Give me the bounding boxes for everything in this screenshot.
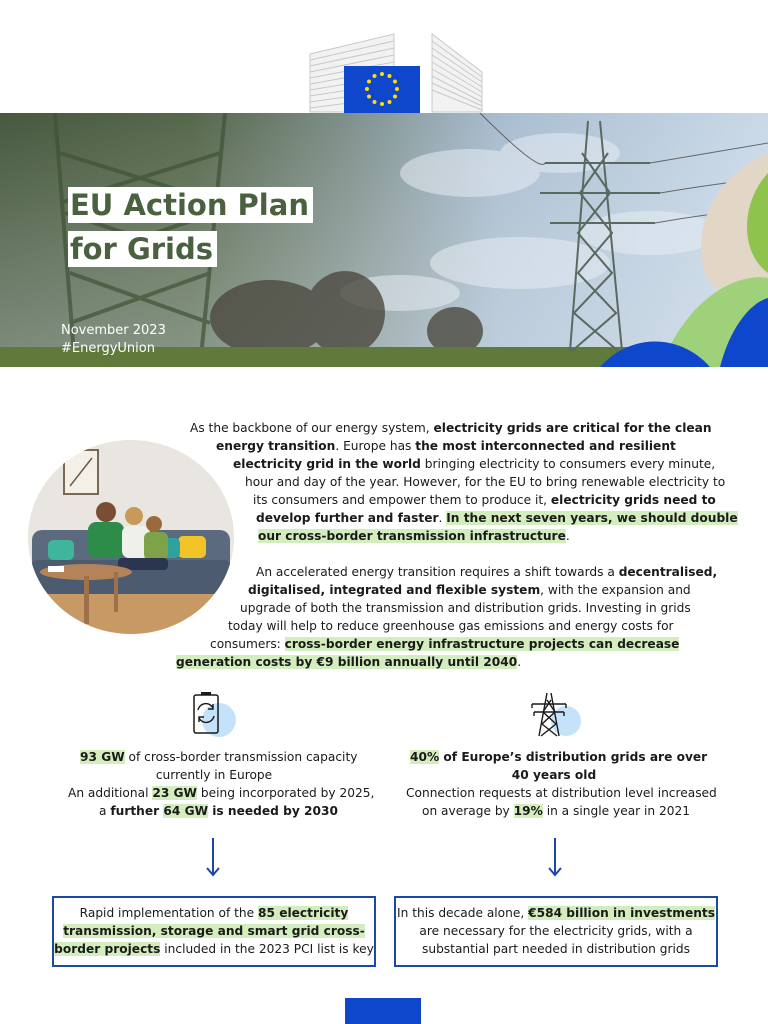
battery-recycle-icon (188, 690, 240, 744)
intro-line-6 (256, 509, 738, 527)
intro-line-3 (233, 455, 716, 473)
intro-text: As the backbone of our energy system, (190, 421, 434, 435)
intro-bold: electricity grids are critical for the clean (433, 421, 712, 435)
box-left-highlight: transmission, storage and smart grid cross- (63, 924, 365, 938)
pci-projects-box (52, 896, 376, 967)
box-left-highlight: 85 electricity (258, 906, 349, 920)
box-right-highlight: €584 billion in investments (528, 906, 715, 920)
stat-left-line-3 (68, 784, 375, 802)
para2-text: An accelerated energy transition requires a shift towards a (256, 565, 619, 579)
intro-bold: the most interconnected and resilient (415, 439, 676, 453)
intro-text: . (565, 529, 570, 543)
box-right-text: In this decade alone, (397, 906, 529, 920)
para2-line-4: today will help to reduce greenhouse gas emissions and energy costs for (228, 619, 674, 633)
intro-line-1 (190, 419, 712, 437)
intro-bold: electricity grid in the world (233, 457, 421, 471)
investments-box (394, 896, 718, 967)
intro-bold: electricity grids need to (550, 493, 716, 507)
intro-line-4: hour and day of the year. However, for the EU to bring renewable electricity to (245, 475, 726, 489)
stat-right-bold: of Europe’s distribution grids are over (439, 750, 708, 764)
stat-left-text: of cross-border transmission capacity (124, 750, 358, 764)
hero-title-line-1: EU Action Plan (68, 187, 313, 223)
para2-text: consumers: (210, 637, 285, 651)
stat-right-line-1 (410, 748, 708, 766)
para2-highlight: generation costs by €9 billion annually until 2040 (176, 655, 518, 669)
hashtag: #EnergyUnion (61, 341, 155, 356)
para2-line-1 (256, 563, 718, 581)
intro-text: its consumers and empower them to produce it, (253, 493, 551, 507)
para2-text: , with the expansion and (540, 583, 691, 597)
stat-left-line-2: currently in Europe (155, 768, 273, 782)
box-left-text: included in the 2023 PCI list is key (160, 942, 374, 956)
intro-highlight: our cross-border transmission infrastructure (258, 529, 566, 543)
power-pylon-icon (528, 690, 584, 744)
intro-bold: develop further and faster (256, 511, 439, 525)
footer-bar (345, 998, 421, 1024)
stat-right-figure: 40% (410, 750, 440, 764)
intro-line-5 (253, 491, 716, 509)
box-left-line-3 (54, 940, 374, 958)
box-left-line-1 (54, 904, 374, 922)
family-photo (28, 440, 234, 634)
stat-left-text: An additional (68, 786, 153, 800)
arrow-down-icon (547, 836, 563, 878)
box-left-highlight: border projects (54, 942, 161, 956)
intro-text: bringing electricity to consumers every minute, (420, 457, 716, 471)
stat-left-figure: 23 GW (152, 786, 197, 800)
stat-right-figure: 19% (513, 804, 543, 818)
para2-line-5 (210, 635, 680, 653)
stat-left-figure: 64 GW (163, 804, 209, 818)
para2-text: . (517, 655, 522, 669)
stat-right-line-4 (422, 802, 691, 820)
box-right-line-1 (396, 904, 716, 922)
para2-line-6 (176, 653, 522, 671)
intro-text: . (438, 511, 447, 525)
box-right-line-3: substantial part needed in distribution grids (422, 942, 690, 956)
box-left-line-2 (54, 922, 374, 940)
para2-line-2 (248, 581, 691, 599)
stat-right-bold: 40 years old (511, 768, 597, 782)
stat-left-line-4 (99, 802, 338, 820)
box-right-line-2: are necessary for the electricity grids, with a (419, 924, 693, 938)
para2-line-3: upgrade of both the transmission and distribution grids. Investing in grids (240, 601, 691, 615)
stat-left-figure: 93 GW (80, 750, 125, 764)
box-left-text: Rapid implementation of the (79, 906, 258, 920)
stat-right-line-2 (500, 766, 608, 784)
para2-bold: decentralised, (618, 565, 718, 579)
para2-bold: digitalised, integrated and flexible system (248, 583, 541, 597)
stat-left-bold: further (110, 804, 164, 818)
intro-line-2 (216, 437, 676, 455)
stat-right-text: in a single year in 2021 (542, 804, 691, 818)
stat-left-bold: is needed by 2030 (208, 804, 338, 818)
intro-text: . Europe has (335, 439, 416, 453)
intro-highlight: In the next seven years, we should double (446, 511, 738, 525)
stat-left-text: a (99, 804, 111, 818)
stat-left-line-1 (80, 748, 358, 766)
arrow-down-icon (205, 836, 221, 878)
intro-line-7 (258, 527, 570, 545)
stat-right-text: on average by (422, 804, 514, 818)
intro-bold: energy transition (216, 439, 336, 453)
hero-title-line-2: for Grids (68, 231, 217, 267)
stat-right-line-3: Connection requests at distribution level increased (406, 786, 717, 800)
publication-date: November 2023 (61, 323, 166, 338)
stat-left-text: being incorporated by 2025, (197, 786, 375, 800)
para2-highlight: cross-border energy infrastructure projects can decrease (284, 637, 680, 651)
